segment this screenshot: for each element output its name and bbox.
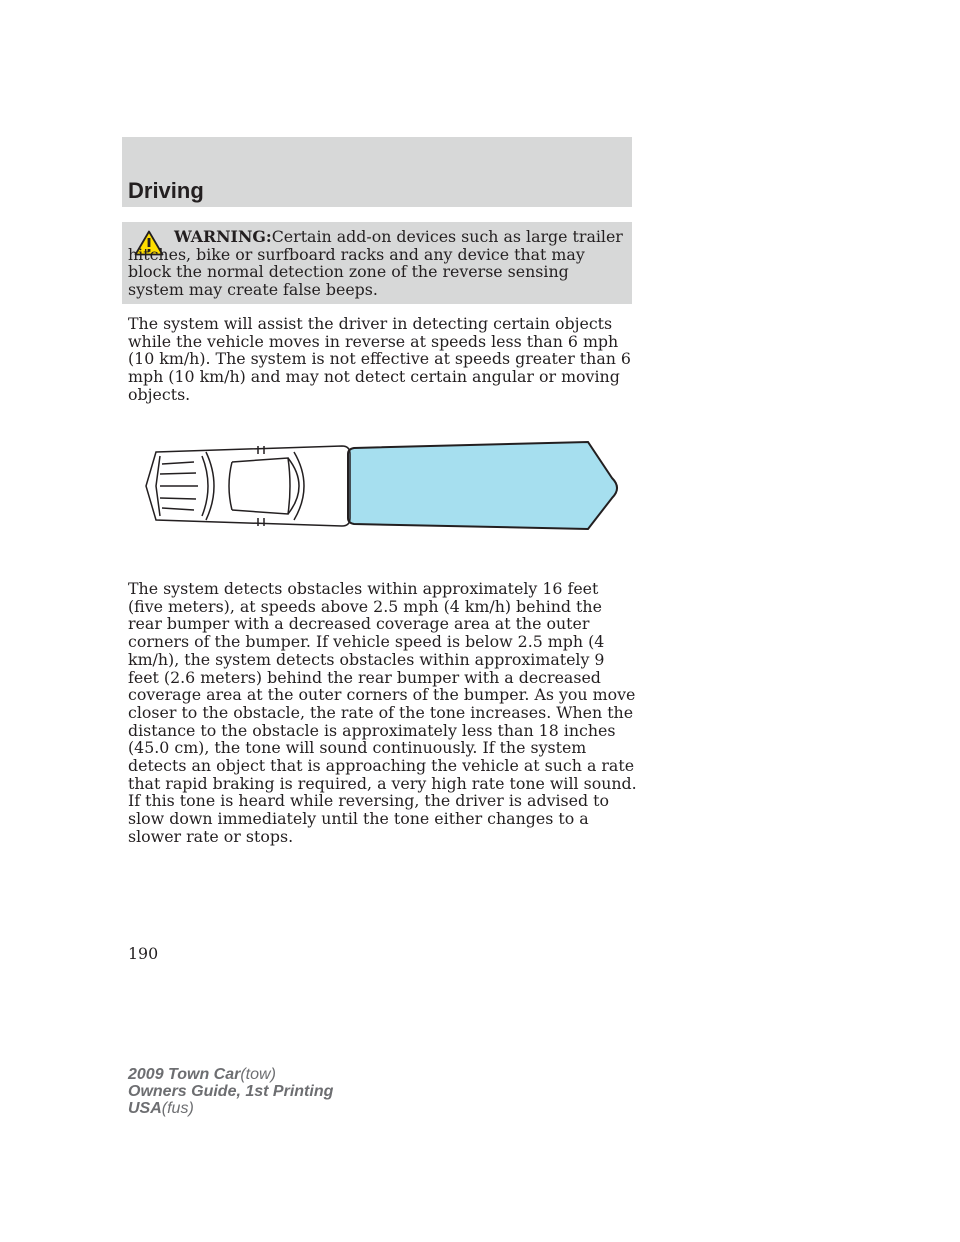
footer-market-code: (fus)	[161, 1100, 194, 1117]
footer-model: 2009 Town Car	[128, 1066, 241, 1083]
warning-body: Certain add-on devices such as large trailer hitches, bike or surfboard racks and any device that may block the normal detection zone of the reverse sensing system may create false beeps.	[128, 227, 623, 299]
footer-market: USA	[128, 1100, 162, 1117]
paragraph-system-assist: The system will assist the driver in detecting certain objects while the vehicle moves in reverse at speeds less than 6 mph (10 km/h). The system is not effective at speeds greater than 6 mph (10 km/h) and may not detect certain angular or moving objects.	[128, 314, 631, 404]
warning-box	[122, 222, 632, 304]
footer-model-code: (tow)	[240, 1066, 276, 1083]
section-title: Driving	[128, 178, 204, 203]
document-footer	[128, 1066, 333, 1117]
detection-zone	[348, 442, 617, 529]
footer-line-market	[128, 1100, 333, 1117]
car-icon	[146, 446, 350, 526]
footer-line-model	[128, 1066, 333, 1083]
warning-label: WARNING:	[174, 227, 272, 246]
page-number: 190	[128, 944, 159, 963]
reverse-sensing-zone-illustration	[142, 438, 622, 534]
footer-printing: Owners Guide, 1st Printing	[128, 1083, 334, 1100]
paragraph-detection-range: The system detects obstacles within approximately 16 feet (five meters), at speeds above 2.5 mph (4 km/h) behind the rear bumper with a decreased coverage area at the outer corners of the bumper. If vehicle speed is below 2.5 mph (4 km/h), the system detects obstacles within approximately 9 feet (2.6 meters) behind the rear bumper with a decreased coverage area at the outer corners of the bumper. As you move closer to the obstacle, the rate of the tone increases. When the distance to the obstacle is approximately less than 18 inches (45.0 cm), the tone will sound continuously. If the system detects an object that is approaching the vehicle at such a rate that rapid braking is required, a very high rate tone will sound. If this tone is heard while reversing, the driver is advised to slow down immediately until the tone either changes to a slower rate or stops.	[128, 579, 637, 846]
warning-text	[128, 228, 624, 298]
